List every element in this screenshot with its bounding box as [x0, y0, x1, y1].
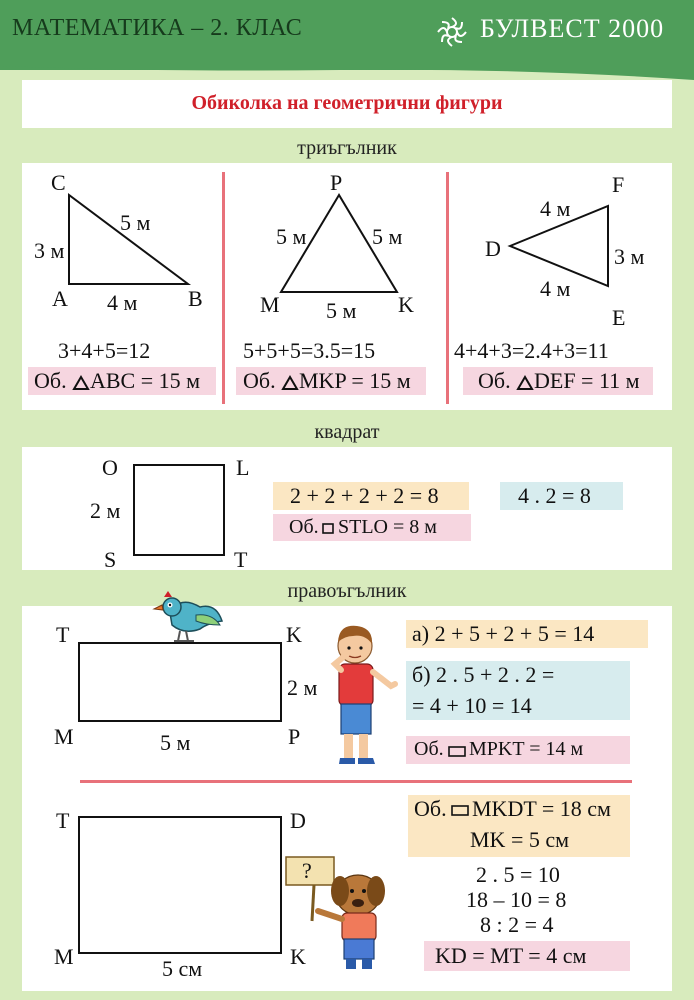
vertex-label: F — [612, 172, 625, 197]
side-length: 5 м — [120, 210, 151, 235]
vertex-label: M — [260, 292, 280, 317]
calc-line: 2 . 5 = 10 — [476, 862, 560, 887]
equation-abc: 3+4+5=12 — [58, 338, 151, 363]
vertex-label: M — [54, 724, 74, 749]
question-sign: ? — [302, 858, 312, 883]
equation-mkp: 5+5+5=3.5=15 — [243, 338, 376, 363]
perimeter-abbr: Об. — [414, 738, 444, 760]
rectangle-symbol-icon — [451, 804, 471, 818]
section-label-triangle: триъгълник — [297, 137, 397, 159]
perimeter-abbr: Об. — [34, 368, 67, 393]
side-length: 2 м — [90, 498, 121, 523]
option-b-line1: б) 2 . 5 + 2 . 2 = — [412, 662, 555, 687]
option-a: а) 2 + 5 + 2 + 5 = 14 — [412, 621, 595, 646]
side-length: 3 м — [614, 244, 645, 269]
equation-square-sum: 2 + 2 + 2 + 2 = 8 — [290, 483, 439, 508]
side-length: 2 м — [287, 675, 318, 700]
perimeter-abbr: Об. — [289, 516, 319, 538]
equation-def: 4+4+3=2.4+3=11 — [454, 338, 609, 363]
side-length: 5 м — [326, 298, 357, 323]
vertex-label: D — [290, 808, 306, 833]
perimeter-abbr: Об. — [478, 368, 511, 393]
result-def: DEF = 11 м — [534, 368, 640, 393]
side-length: 5 м — [276, 224, 307, 249]
vertex-label: K — [290, 944, 306, 969]
vertex-label: S — [104, 547, 117, 572]
vertex-label: O — [102, 455, 118, 480]
perimeter-abbr: Об. — [414, 796, 447, 821]
perimeter-abbr: Об. — [243, 368, 276, 393]
vertex-label: P — [288, 724, 301, 749]
side-length: 3 м — [34, 238, 65, 263]
result-abc: ABC = 15 м — [90, 368, 201, 393]
option-b-line2: = 4 + 10 = 14 — [412, 693, 532, 718]
side-length: 4 м — [107, 290, 138, 315]
answer: KD = MT = 4 см — [435, 943, 587, 968]
vertex-label: L — [236, 455, 250, 480]
result-square: STLO = 8 м — [338, 516, 437, 538]
result-rectangle: MPKT = 14 м — [469, 738, 584, 760]
result-mkp: MKP = 15 м — [299, 368, 411, 393]
side-length: 4 м — [540, 196, 571, 221]
vertex-label: K — [398, 292, 414, 317]
side-length: 4 м — [540, 276, 571, 301]
vertex-label: M — [54, 944, 74, 969]
vertex-label: B — [188, 286, 203, 311]
equation-square-mult: 4 . 2 = 8 — [518, 483, 591, 508]
publisher-name: БУЛВЕСТ 2000 — [480, 14, 665, 43]
vertex-label: C — [51, 170, 66, 195]
vertex-label: K — [286, 622, 302, 647]
calc-line: 18 – 10 = 8 — [466, 887, 567, 912]
section-label-square: квадрат — [314, 421, 380, 443]
calc-line: 8 : 2 = 4 — [480, 912, 554, 937]
vertex-label: A — [52, 286, 68, 311]
page-title: Обиколка на геометрични фигури — [191, 92, 503, 114]
subject-title: МАТЕМАТИКА – 2. КЛАС — [12, 15, 303, 41]
vertex-label: P — [330, 170, 343, 195]
vertex-label: D — [485, 236, 501, 261]
vertex-label: T — [56, 808, 70, 833]
side-length: 5 м — [372, 224, 403, 249]
side-length: 5 м — [160, 730, 191, 755]
given-perimeter: MKDT = 18 см — [472, 796, 611, 821]
vertex-label: T — [56, 622, 70, 647]
vertex-label: T — [234, 547, 248, 572]
side-length: 5 см — [162, 956, 203, 981]
given-side: MK = 5 см — [470, 827, 570, 852]
section-label-rectangle: правоъгълник — [287, 580, 407, 602]
vertex-label: E — [612, 305, 626, 330]
